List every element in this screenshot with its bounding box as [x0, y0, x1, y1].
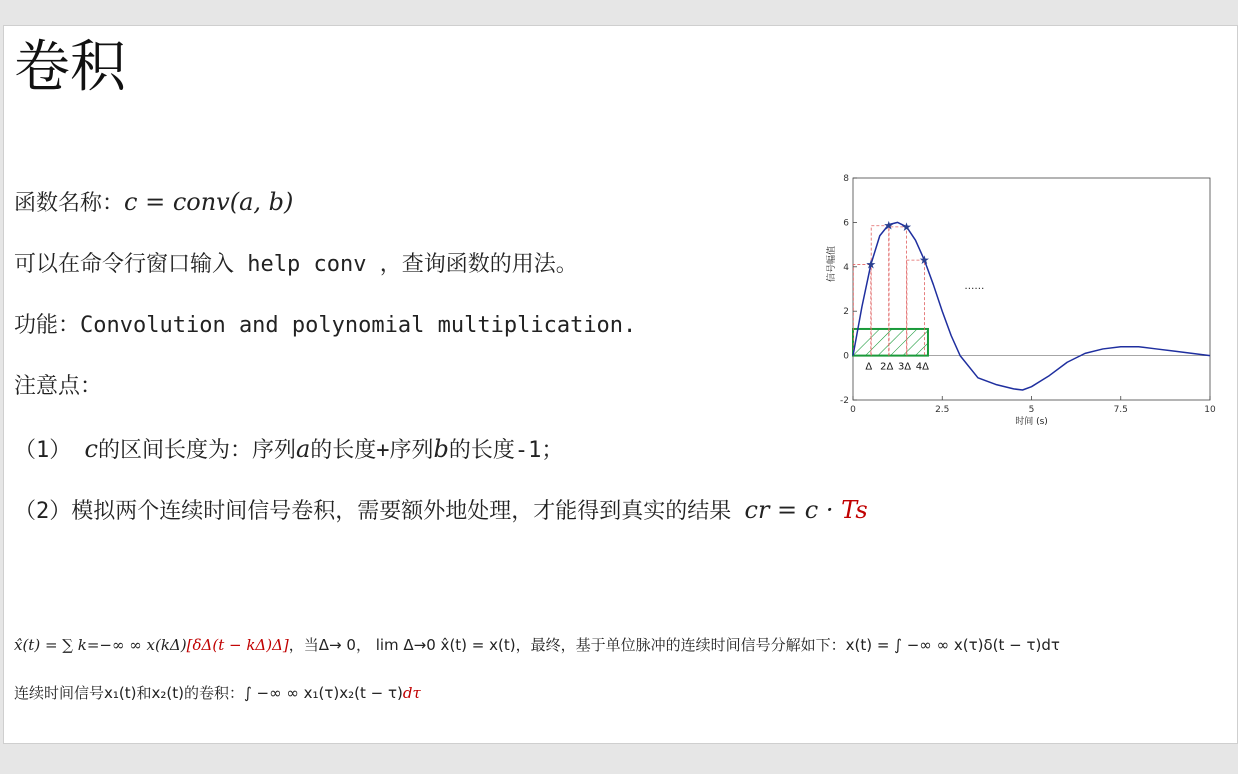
formula-decomposition — [14, 634, 1060, 655]
formula-1-rest: ，当Δ→ 0， lim Δ→0 x̂(t) = x(t)，最终，基于单位脉冲的连续时间信号分解如下：x(t) = ∫ −∞ ∞ x(τ)δ(t − τ)dτ — [288, 636, 1060, 654]
slide-title: 卷积 — [14, 35, 126, 100]
sample-star: ★ — [901, 219, 912, 234]
note-1-var-a: a — [295, 435, 311, 463]
note-1-text-b: 的长度+序列 — [310, 438, 434, 463]
note-2-formula-ts: Ts — [841, 496, 868, 524]
note-1-text-a: 的区间长度为：序列 — [97, 438, 296, 463]
sample-star: ★ — [919, 253, 930, 268]
y-tick-label: 8 — [843, 174, 849, 184]
x-axis-label: 时间 (s) — [1015, 417, 1048, 427]
note-1-var-b: b — [433, 435, 449, 463]
y-tick-label: 0 — [843, 351, 849, 362]
function-name-line — [14, 188, 293, 217]
note-2-text: （2）模拟两个连续时间信号卷积，需要额外地处理，才能得到真实的结果 — [14, 499, 745, 524]
x-tick-label: 7.5 — [1113, 405, 1128, 415]
sample-star: ★ — [883, 218, 895, 233]
y-tick-label: 4 — [843, 262, 849, 273]
function-name-label: 函数名称： — [14, 191, 125, 216]
function-signature: c = conv(a, b) — [124, 188, 294, 216]
impulse-approximation-chart — [818, 148, 1228, 433]
note-1-text-c: 的长度-1； — [448, 438, 564, 463]
x-tick-label: 0 — [850, 405, 856, 415]
note-1 — [14, 435, 563, 464]
delta-label: Δ — [865, 361, 873, 373]
y-tick-label: 6 — [843, 218, 849, 229]
formula-2-dtau: dτ — [402, 684, 421, 702]
formula-2-text: 连续时间信号x₁(t)和x₂(t)的卷积：∫ −∞ ∞ x₁(τ)x₂(t − τ) — [14, 684, 403, 702]
delta-label: 2Δ — [880, 361, 894, 373]
delta-label: 3Δ — [897, 361, 912, 373]
notes-heading: 注意点： — [14, 374, 103, 399]
x-tick-label: 5 — [1028, 405, 1035, 415]
help-line: 可以在命令行窗口输入 help conv ，查询函数的用法。 — [14, 252, 578, 277]
y-tick-label: -2 — [840, 396, 849, 406]
delta-label: 4Δ — [915, 361, 930, 373]
y-tick-label: 2 — [843, 307, 849, 318]
ellipsis-label: …… — [964, 281, 985, 292]
function-description: 功能：Convolution and polynomial multiplication. — [14, 313, 637, 338]
note-2-formula: cr = c · — [744, 496, 842, 524]
x-tick-label: 10 — [1204, 405, 1216, 415]
note-1-var-c: c — [84, 435, 98, 463]
y-axis-label: 信号幅值 — [827, 245, 837, 283]
formula-1-impulse: [δΔ(t − kΔ)Δ] — [186, 636, 289, 654]
formula-1-sum: x̂(t) = ∑ k=−∞ ∞ x(kΔ) — [14, 636, 187, 654]
formula-convolution — [14, 682, 421, 703]
note-2 — [14, 496, 868, 525]
sample-star: ★ — [865, 257, 877, 272]
note-1-index: （1） — [14, 438, 85, 463]
x-tick-label: 2.5 — [935, 405, 950, 415]
